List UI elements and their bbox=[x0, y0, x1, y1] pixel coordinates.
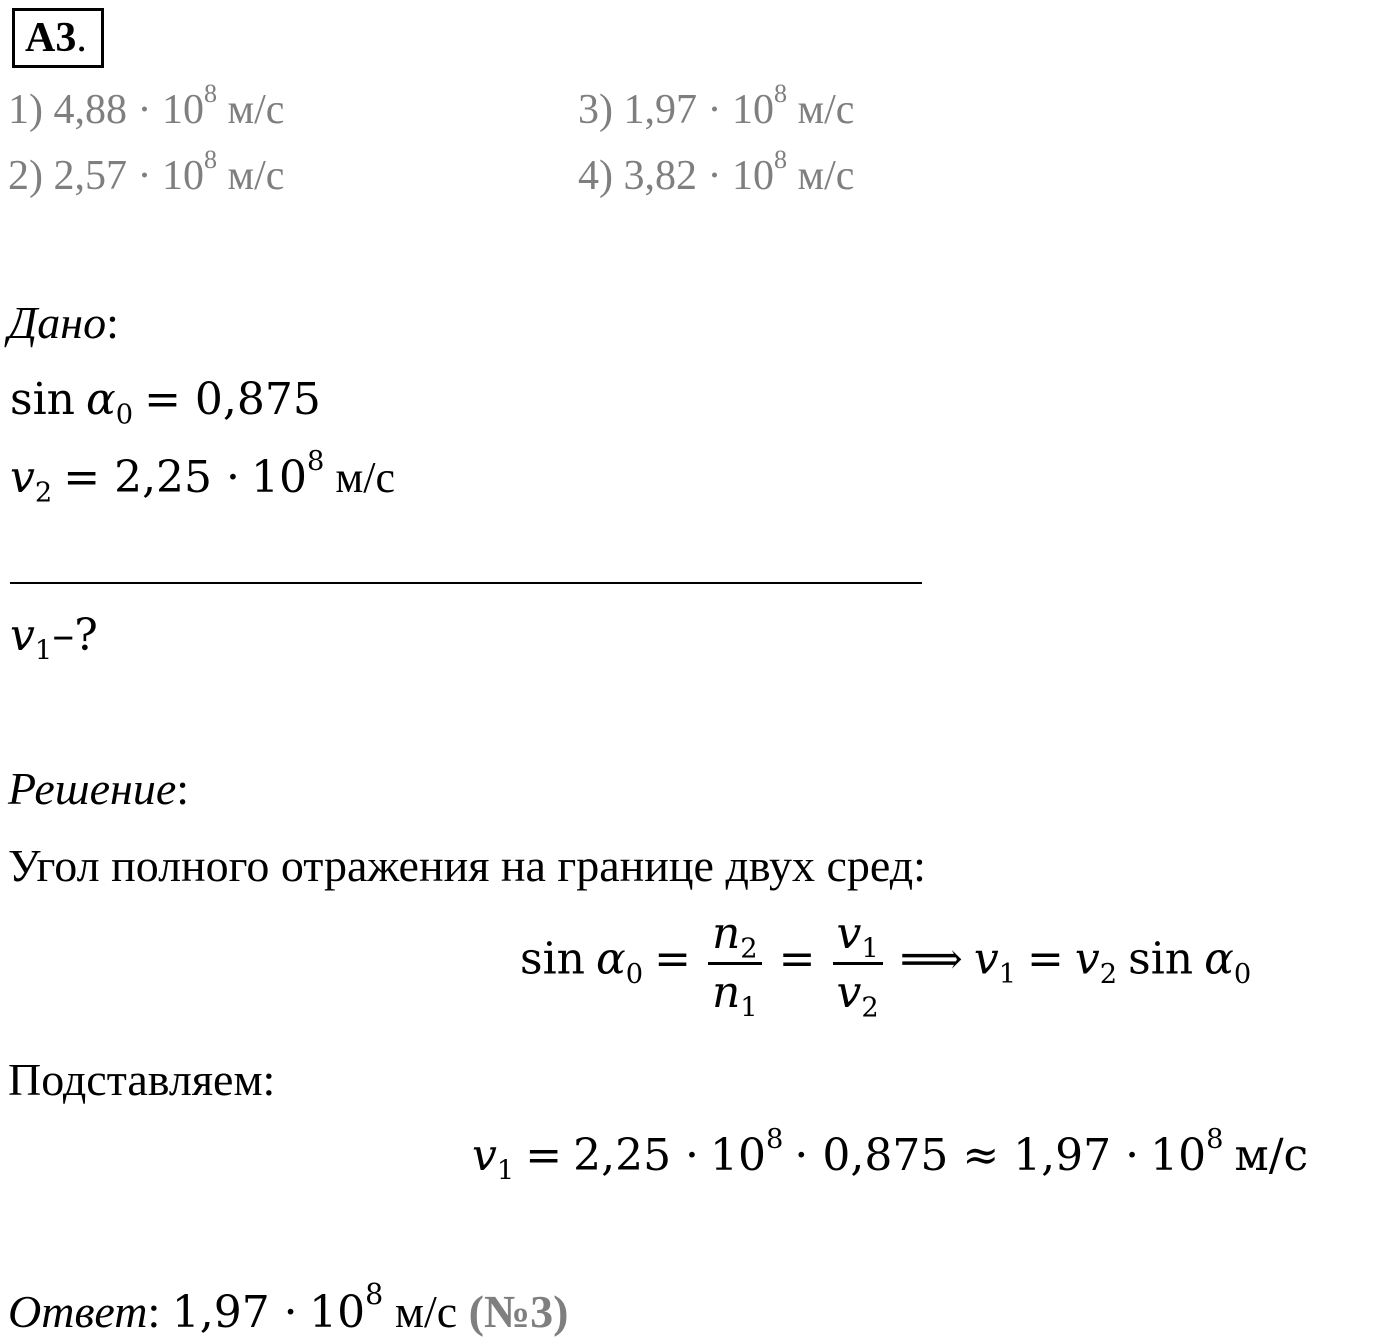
formula-substitution bbox=[472, 1124, 1309, 1187]
f1-eq-2: = bbox=[778, 933, 816, 985]
implies-arrow: ⟹ bbox=[899, 933, 963, 985]
frac-v2-symbol: v bbox=[836, 967, 862, 1018]
answer-choice: (№3) bbox=[468, 1286, 569, 1337]
answer-unit: м/с bbox=[394, 1286, 458, 1337]
f1-alpha-sub: 0 bbox=[625, 959, 644, 991]
given-line-v2 bbox=[10, 446, 395, 509]
option-4-num: 4) bbox=[578, 153, 613, 199]
f1-v1: v bbox=[973, 933, 999, 985]
task-number: А3 bbox=[25, 15, 77, 61]
v2-subscript: 2 bbox=[34, 477, 53, 509]
v2-base: 10 bbox=[251, 452, 308, 503]
given-line-sin bbox=[10, 372, 321, 431]
solution-text-1: Угол полного отражения на границе двух сред: bbox=[8, 840, 926, 891]
v1-symbol: v bbox=[10, 610, 35, 661]
f2-exp2: 8 bbox=[1206, 1124, 1224, 1156]
solution-text-2: Подставляем: bbox=[8, 1054, 276, 1105]
f1-rhs-alpha: α bbox=[1204, 933, 1234, 985]
option-4-unit: м/с bbox=[797, 153, 855, 199]
option-3 bbox=[578, 79, 855, 136]
answer-mantissa: 1,97 · bbox=[171, 1287, 298, 1338]
solution-title: Решение bbox=[8, 763, 177, 814]
given-title: Дано bbox=[8, 297, 107, 348]
f2-unit: м/с bbox=[1234, 1130, 1309, 1181]
option-3-exp: 8 bbox=[774, 79, 788, 109]
f1-sin: sin bbox=[520, 933, 585, 985]
f2-v1-sub: 1 bbox=[496, 1155, 515, 1187]
n2-subscript: 2 bbox=[740, 933, 758, 965]
option-1-num: 1) bbox=[8, 87, 43, 133]
frac-v2-subscript: 2 bbox=[861, 992, 879, 1024]
alpha-subscript: 0 bbox=[115, 399, 134, 431]
option-4 bbox=[578, 145, 855, 202]
option-4-base: 10 bbox=[732, 153, 774, 199]
option-2-num: 2) bbox=[8, 153, 43, 199]
f1-v2-sub: 2 bbox=[1099, 959, 1118, 991]
v2-value: = 2,25 · bbox=[63, 452, 241, 503]
solution-heading bbox=[8, 762, 189, 816]
fraction-v1 bbox=[833, 906, 883, 965]
option-2-mul: · bbox=[137, 153, 152, 199]
n1-symbol: n bbox=[711, 967, 741, 1018]
f2-v1: v bbox=[472, 1130, 497, 1181]
f1-v1-sub: 1 bbox=[998, 959, 1017, 991]
option-2-base: 10 bbox=[162, 153, 204, 199]
frac-v1-symbol: v bbox=[836, 908, 862, 959]
f1-eq-3: = bbox=[1027, 933, 1064, 985]
v1-subscript: 1 bbox=[34, 635, 53, 667]
given-heading bbox=[8, 296, 119, 350]
n2-symbol: n bbox=[711, 908, 741, 959]
f1-rhs-alpha-sub: 0 bbox=[1233, 959, 1252, 991]
option-1-exp: 8 bbox=[204, 79, 218, 109]
v2-unit: м/с bbox=[335, 453, 395, 502]
fraction-n1 bbox=[708, 965, 762, 1024]
option-2-exp: 8 bbox=[204, 145, 218, 175]
option-4-mantissa: 3,82 bbox=[623, 153, 697, 199]
option-1-mantissa: 4,88 bbox=[53, 87, 127, 133]
answer-base: 10 bbox=[309, 1287, 366, 1338]
option-3-num: 3) bbox=[578, 87, 613, 133]
fraction-n2-n1 bbox=[708, 906, 762, 1024]
n1-subscript: 1 bbox=[740, 992, 758, 1024]
option-2-mantissa: 2,57 bbox=[53, 153, 127, 199]
solution-colon: : bbox=[176, 763, 190, 814]
fraction-v2 bbox=[833, 965, 883, 1024]
fraction-n2 bbox=[708, 906, 762, 965]
option-1 bbox=[8, 79, 285, 136]
option-4-mul: · bbox=[707, 153, 722, 199]
answer-exp: 8 bbox=[365, 1278, 384, 1312]
option-2 bbox=[8, 145, 285, 202]
f2-val2: · 0,875 ≈ 1,97 · bbox=[794, 1130, 1140, 1181]
option-1-mul: · bbox=[137, 87, 152, 133]
alpha-symbol: α bbox=[86, 374, 116, 425]
formula-total-reflection bbox=[520, 906, 1252, 1024]
sin-value: = 0,875 bbox=[144, 374, 321, 425]
f2-val1: 2,25 · bbox=[573, 1130, 700, 1181]
option-3-unit: м/с bbox=[797, 87, 855, 133]
answer-colon: : bbox=[147, 1286, 161, 1337]
given-colon: : bbox=[106, 297, 119, 348]
v2-symbol: v bbox=[10, 452, 35, 503]
f1-rhs-sin: sin bbox=[1128, 933, 1194, 985]
option-4-exp: 8 bbox=[774, 145, 788, 175]
f2-base1: 10 bbox=[710, 1130, 767, 1181]
option-3-mantissa: 1,97 bbox=[623, 87, 697, 133]
f1-alpha: α bbox=[596, 933, 626, 985]
frac-v1-subscript: 1 bbox=[861, 933, 879, 965]
v2-exp: 8 bbox=[307, 446, 325, 478]
option-3-base: 10 bbox=[732, 87, 774, 133]
option-1-base: 10 bbox=[162, 87, 204, 133]
fraction-v1-v2 bbox=[833, 906, 883, 1024]
task-label bbox=[12, 8, 104, 68]
f2-eq: = bbox=[525, 1130, 563, 1181]
find-question: –? bbox=[52, 610, 98, 661]
f1-eq-1: = bbox=[654, 933, 691, 985]
find-line bbox=[10, 608, 98, 667]
f2-exp1: 8 bbox=[766, 1124, 784, 1156]
f2-base2: 10 bbox=[1150, 1130, 1207, 1181]
option-2-unit: м/с bbox=[227, 153, 285, 199]
given-divider bbox=[10, 582, 922, 584]
answer-line bbox=[8, 1278, 569, 1341]
sin-function: sin bbox=[10, 374, 75, 425]
option-3-mul: · bbox=[707, 87, 722, 133]
task-dot: . bbox=[76, 15, 87, 61]
answer-title: Ответ bbox=[8, 1286, 148, 1337]
f1-v2: v bbox=[1074, 933, 1100, 985]
option-1-unit: м/с bbox=[227, 87, 285, 133]
